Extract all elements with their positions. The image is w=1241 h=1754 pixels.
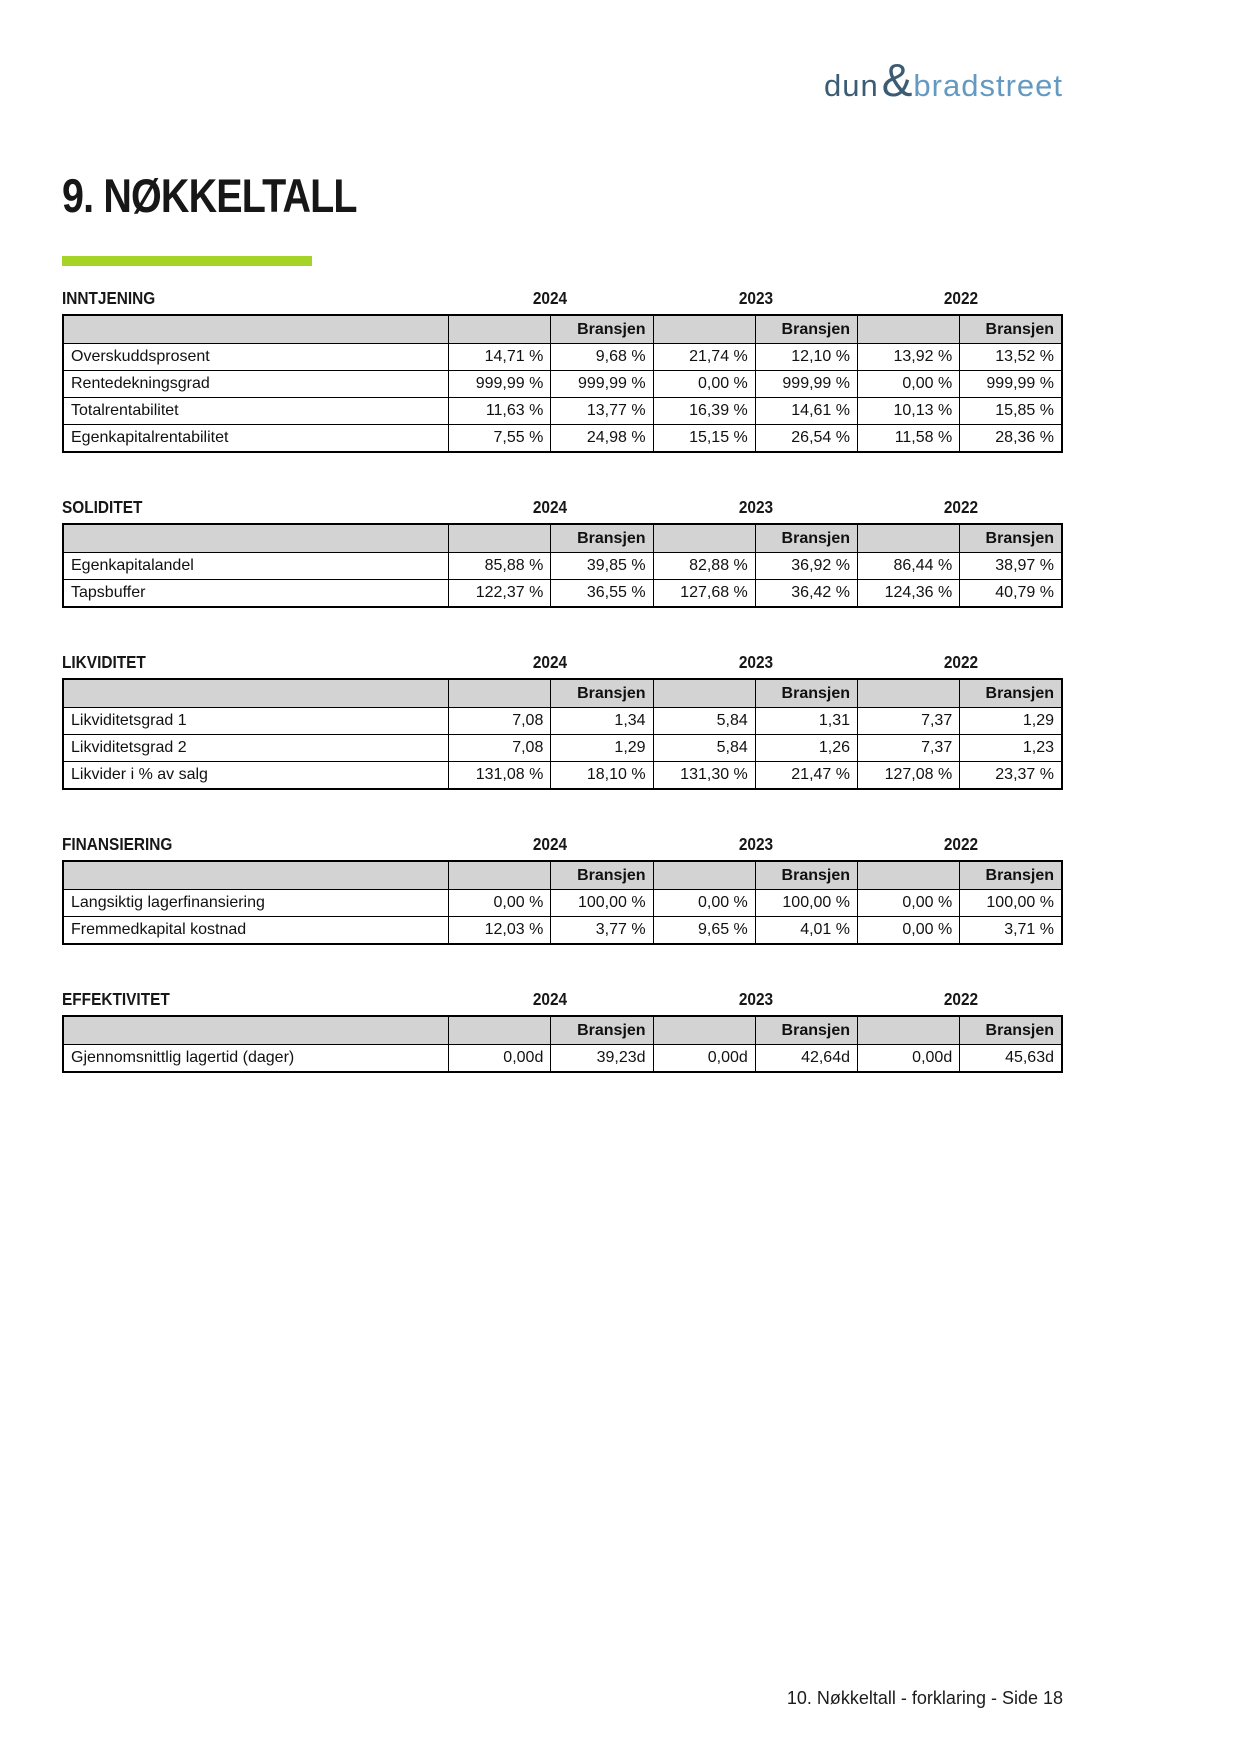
kpi-table xyxy=(62,860,1063,945)
value-cell: 124,36 % xyxy=(858,580,960,608)
value-cell: 0,00 % xyxy=(858,917,960,945)
year-label-2022: 2022 xyxy=(943,989,979,1009)
bransjen-header-cell: Bransjen xyxy=(551,679,653,708)
value-cell: 999,99 % xyxy=(960,371,1062,398)
section-inntjening xyxy=(62,288,1063,453)
value-cell: 100,00 % xyxy=(755,890,857,917)
value-cell: 13,52 % xyxy=(960,344,1062,371)
bransjen-header-cell: Bransjen xyxy=(960,315,1062,344)
value-cell: 15,85 % xyxy=(960,398,1062,425)
value-cell: 1,31 xyxy=(755,708,857,735)
kpi-table xyxy=(62,314,1063,453)
section-likviditet xyxy=(62,652,1063,790)
year-label-2024: 2024 xyxy=(533,652,568,672)
header-cell xyxy=(449,861,551,890)
value-cell: 5,84 xyxy=(653,735,755,762)
table-header-row xyxy=(63,315,1062,344)
section-title: EFFEKTIVITET xyxy=(62,989,170,1009)
year-label-2022: 2022 xyxy=(943,497,979,517)
value-cell: 38,97 % xyxy=(960,553,1062,580)
header-cell xyxy=(449,315,551,344)
value-cell: 127,08 % xyxy=(858,762,960,790)
kpi-table xyxy=(62,678,1063,790)
header-cell xyxy=(63,679,449,708)
table-row xyxy=(63,762,1062,790)
table-header-row xyxy=(63,679,1062,708)
kpi-table xyxy=(62,523,1063,608)
value-cell: 82,88 % xyxy=(653,553,755,580)
value-cell: 21,47 % xyxy=(755,762,857,790)
kpi-sections xyxy=(62,288,1063,1117)
bransjen-header-cell: Bransjen xyxy=(755,861,857,890)
table-row xyxy=(63,735,1062,762)
header-cell xyxy=(858,1016,960,1045)
bransjen-header-cell: Bransjen xyxy=(755,524,857,553)
value-cell: 26,54 % xyxy=(755,425,857,453)
table-row xyxy=(63,1045,1062,1073)
bransjen-header-cell: Bransjen xyxy=(960,861,1062,890)
value-cell: 999,99 % xyxy=(449,371,551,398)
value-cell: 999,99 % xyxy=(755,371,857,398)
value-cell: 10,13 % xyxy=(858,398,960,425)
year-label-2023: 2023 xyxy=(738,497,773,517)
header-cell xyxy=(858,524,960,553)
section-soliditet xyxy=(62,497,1063,608)
value-cell: 1,29 xyxy=(960,708,1062,735)
bransjen-header-cell: Bransjen xyxy=(551,861,653,890)
value-cell: 42,64d xyxy=(755,1045,857,1073)
value-cell: 28,36 % xyxy=(960,425,1062,453)
header-cell xyxy=(63,1016,449,1045)
value-cell: 45,63d xyxy=(960,1045,1062,1073)
value-cell: 36,92 % xyxy=(755,553,857,580)
table-row xyxy=(63,708,1062,735)
value-cell: 9,65 % xyxy=(653,917,755,945)
row-label: Likvider i % av salg xyxy=(63,762,449,790)
row-label: Langsiktig lagerfinansiering xyxy=(63,890,449,917)
value-cell: 999,99 % xyxy=(551,371,653,398)
value-cell: 0,00 % xyxy=(653,371,755,398)
table-row xyxy=(63,553,1062,580)
value-cell: 39,85 % xyxy=(551,553,653,580)
table-row xyxy=(63,917,1062,945)
value-cell: 40,79 % xyxy=(960,580,1062,608)
header-cell xyxy=(449,524,551,553)
year-label-2023: 2023 xyxy=(738,288,773,308)
value-cell: 39,23d xyxy=(551,1045,653,1073)
header-cell xyxy=(449,1016,551,1045)
value-cell: 7,37 xyxy=(858,708,960,735)
value-cell: 0,00 % xyxy=(653,890,755,917)
logo-word-dun: dun xyxy=(824,68,879,103)
header-cell xyxy=(63,524,449,553)
section-head xyxy=(62,288,1063,308)
table-row xyxy=(63,344,1062,371)
table-row xyxy=(63,425,1062,453)
header-cell xyxy=(63,315,449,344)
section-head xyxy=(62,834,1063,854)
bransjen-header-cell: Bransjen xyxy=(960,524,1062,553)
year-label-2024: 2024 xyxy=(533,989,568,1009)
value-cell: 3,71 % xyxy=(960,917,1062,945)
value-cell: 100,00 % xyxy=(960,890,1062,917)
year-label-2024: 2024 xyxy=(533,834,568,854)
bransjen-header-cell: Bransjen xyxy=(960,1016,1062,1045)
year-label-2023: 2023 xyxy=(738,989,773,1009)
row-label: Gjennomsnittlig lagertid (dager) xyxy=(63,1045,449,1073)
row-label: Rentedekningsgrad xyxy=(63,371,449,398)
row-label: Egenkapitalandel xyxy=(63,553,449,580)
header-cell xyxy=(653,524,755,553)
header-cell xyxy=(449,679,551,708)
table-row xyxy=(63,890,1062,917)
value-cell: 36,55 % xyxy=(551,580,653,608)
bransjen-header-cell: Bransjen xyxy=(551,1016,653,1045)
section-finansiering xyxy=(62,834,1063,945)
value-cell: 0,00 % xyxy=(858,371,960,398)
section-title: FINANSIERING xyxy=(62,834,173,854)
page-footer: 10. Nøkkeltall - forklaring - Side 18 xyxy=(786,1688,1063,1708)
header-cell xyxy=(653,1016,755,1045)
bransjen-header-cell: Bransjen xyxy=(755,679,857,708)
bransjen-header-cell: Bransjen xyxy=(551,524,653,553)
value-cell: 86,44 % xyxy=(858,553,960,580)
value-cell: 24,98 % xyxy=(551,425,653,453)
value-cell: 13,92 % xyxy=(858,344,960,371)
value-cell: 7,37 xyxy=(858,735,960,762)
section-title: INNTJENING xyxy=(62,288,156,308)
header-cell xyxy=(858,679,960,708)
value-cell: 131,08 % xyxy=(449,762,551,790)
bransjen-header-cell: Bransjen xyxy=(960,679,1062,708)
section-effektivitet xyxy=(62,989,1063,1073)
bransjen-header-cell: Bransjen xyxy=(755,315,857,344)
value-cell: 131,30 % xyxy=(653,762,755,790)
bransjen-header-cell: Bransjen xyxy=(755,1016,857,1045)
value-cell: 3,77 % xyxy=(551,917,653,945)
year-label-2022: 2022 xyxy=(943,652,979,672)
value-cell: 4,01 % xyxy=(755,917,857,945)
logo-word-bradstreet: bradstreet xyxy=(913,68,1063,103)
kpi-table xyxy=(62,1015,1063,1073)
value-cell: 0,00 % xyxy=(858,890,960,917)
value-cell: 7,55 % xyxy=(449,425,551,453)
value-cell: 127,68 % xyxy=(653,580,755,608)
value-cell: 85,88 % xyxy=(449,553,551,580)
value-cell: 9,68 % xyxy=(551,344,653,371)
value-cell: 23,37 % xyxy=(960,762,1062,790)
value-cell: 1,23 xyxy=(960,735,1062,762)
section-title: SOLIDITET xyxy=(62,497,143,517)
table-row xyxy=(63,398,1062,425)
section-head xyxy=(62,989,1063,1009)
value-cell: 1,34 xyxy=(551,708,653,735)
value-cell: 0,00d xyxy=(858,1045,960,1073)
value-cell: 7,08 xyxy=(449,735,551,762)
year-label-2023: 2023 xyxy=(738,834,773,854)
value-cell: 11,58 % xyxy=(858,425,960,453)
year-label-2023: 2023 xyxy=(738,652,773,672)
table-header-row xyxy=(63,861,1062,890)
value-cell: 13,77 % xyxy=(551,398,653,425)
table-header-row xyxy=(63,524,1062,553)
table-row xyxy=(63,371,1062,398)
bransjen-header-cell: Bransjen xyxy=(551,315,653,344)
table-header-row xyxy=(63,1016,1062,1045)
value-cell: 7,08 xyxy=(449,708,551,735)
page-title: 9. NØKKELTALL xyxy=(62,169,357,222)
header-cell xyxy=(653,315,755,344)
row-label: Egenkapitalrentabilitet xyxy=(63,425,449,453)
value-cell: 100,00 % xyxy=(551,890,653,917)
value-cell: 12,03 % xyxy=(449,917,551,945)
row-label: Totalrentabilitet xyxy=(63,398,449,425)
year-label-2022: 2022 xyxy=(943,834,979,854)
row-label: Overskuddsprosent xyxy=(63,344,449,371)
value-cell: 18,10 % xyxy=(551,762,653,790)
green-accent-bar xyxy=(62,256,312,266)
value-cell: 0,00d xyxy=(653,1045,755,1073)
value-cell: 15,15 % xyxy=(653,425,755,453)
value-cell: 21,74 % xyxy=(653,344,755,371)
section-title: LIKVIDITET xyxy=(62,652,146,672)
value-cell: 11,63 % xyxy=(449,398,551,425)
value-cell: 0,00d xyxy=(449,1045,551,1073)
value-cell: 1,29 xyxy=(551,735,653,762)
dun-bradstreet-logo: dun & bradstreet xyxy=(824,54,1063,106)
header-cell xyxy=(63,861,449,890)
value-cell: 12,10 % xyxy=(755,344,857,371)
table-row xyxy=(63,580,1062,608)
year-label-2024: 2024 xyxy=(533,288,568,308)
year-label-2022: 2022 xyxy=(943,288,979,308)
value-cell: 5,84 xyxy=(653,708,755,735)
value-cell: 16,39 % xyxy=(653,398,755,425)
section-head xyxy=(62,497,1063,517)
value-cell: 122,37 % xyxy=(449,580,551,608)
value-cell: 14,71 % xyxy=(449,344,551,371)
value-cell: 36,42 % xyxy=(755,580,857,608)
row-label: Fremmedkapital kostnad xyxy=(63,917,449,945)
header-cell xyxy=(858,861,960,890)
section-head xyxy=(62,652,1063,672)
header-cell xyxy=(858,315,960,344)
header-cell xyxy=(653,679,755,708)
year-label-2024: 2024 xyxy=(533,497,568,517)
value-cell: 0,00 % xyxy=(449,890,551,917)
header-cell xyxy=(653,861,755,890)
value-cell: 1,26 xyxy=(755,735,857,762)
value-cell: 14,61 % xyxy=(755,398,857,425)
row-label: Likviditetsgrad 2 xyxy=(63,735,449,762)
row-label: Tapsbuffer xyxy=(63,580,449,608)
row-label: Likviditetsgrad 1 xyxy=(63,708,449,735)
